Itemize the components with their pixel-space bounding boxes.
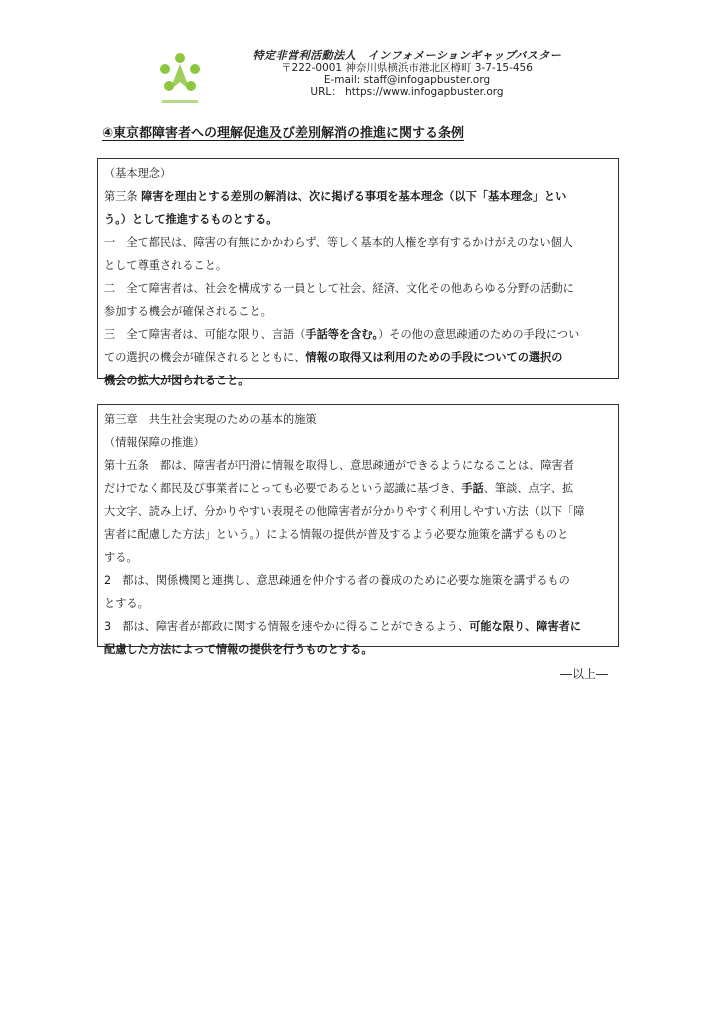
item-1-line-2: として尊重されること。 (104, 259, 228, 272)
article-3-box (97, 158, 619, 387)
document-title: ④東京都障害者への理解促進及び差別解消の推進に関する条例 (102, 126, 465, 141)
item-2-line-1: 二 全て障害者は、社会を構成する一員として社会、経済、文化その他あらゆる分野の活動に (104, 282, 574, 295)
org-info (242, 50, 572, 98)
org-address: 〒222-0001 神奈川県横浜市港北区樽町 3-7-15-456 (281, 62, 533, 74)
paragraph-2-line-1: 2 都は、関係機関と連携し、意思疎通を仲介する者の養成のために必要な施策を講ずるもの (104, 574, 570, 587)
org-email: E-mail: staff@infogapbuster.org (323, 74, 491, 86)
ending-mark: ―以上― (560, 667, 609, 681)
item-1-line-1: 一 全て都民は、障害の有無にかかわらず、等しく基本的人権を享有するかけがえのない個人 (104, 236, 573, 249)
paragraph-2-line-2: とする。 (104, 597, 149, 610)
article-15-line-4: 害者に配慮した方法」という。）による情報の提供が普及するよう必要な施策を講ずるものと (104, 528, 569, 541)
letterhead (156, 50, 576, 108)
article-15-box (97, 404, 619, 656)
people-circle-logo (156, 50, 204, 108)
article-15-line-1: 第十五条 都は、障害者が円滑に情報を取得し、意思疎通ができるようになることは、障害者 (104, 459, 574, 472)
chapter-heading: 第三章 共生社会実現のための基本的施策 (104, 413, 317, 426)
box2-heading: （情報保障の推進） (104, 436, 205, 449)
box1-heading: （基本理念） (104, 167, 172, 180)
article-15-line-5: する。 (104, 551, 138, 564)
org-url: URL： https://www.infogapbuster.org (310, 86, 504, 98)
org-name: 特定非営利活動法人 インフォメーションギャップバスター (252, 49, 562, 62)
article-3-line-2: う。）として推進するものとする。 (104, 213, 278, 226)
item-3-line-3: 機会の拡大が図られること。 (104, 374, 250, 387)
article-15-line-2: だけでなく都民及び事業者にとっても必要であるという認識に基づき、手話、筆談、点字、拡 (104, 482, 574, 495)
item-2-line-2: 参加する機会が確保されること。 (104, 305, 272, 318)
article-15-line-3: 大文字、読み上げ、分かりやすい表現その他障害者が分かりやすく利用しやすい方法（以下「障 (104, 505, 585, 518)
item-3-line-2: ての選択の機会が確保されるとともに、情報の取得又は利用のための手段についての選択の (104, 351, 563, 364)
paragraph-3-line-1: 3 都は、障害者が都政に関する情報を速やかに得ることができるよう、可能な限り、障害者に (104, 620, 582, 633)
article-3-line-1: 第三条 障害を理由とする差別の解消は、次に掲げる事項を基本理念（以下「基本理念」とい (104, 190, 567, 203)
item-3-line-1: 三 全て障害者は、可能な限り、言語（手話等を含む。）その他の意思疎通のための手段につい (104, 328, 580, 341)
paragraph-3-line-2: 配慮した方法によって情報の提供を行うものとする。 (104, 643, 373, 656)
